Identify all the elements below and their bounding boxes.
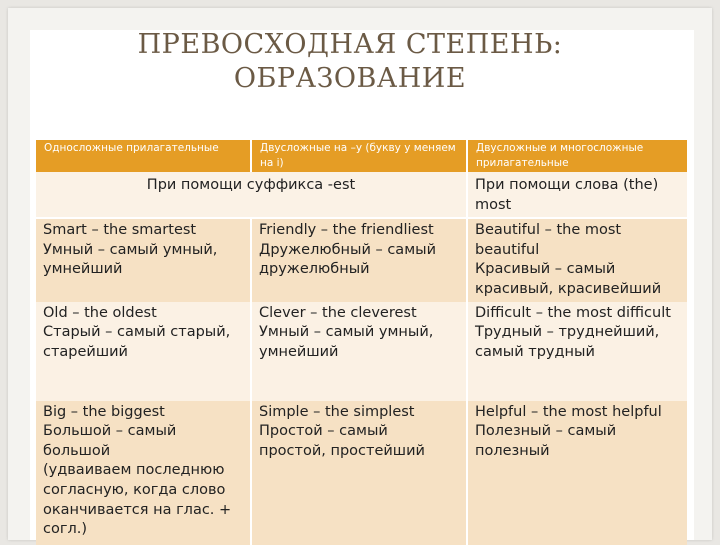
- cell-russian: Красивый – самый красивый, красивейший: [475, 261, 662, 297]
- cell-russian: Полезный – самый полезный: [475, 423, 617, 459]
- cell-russian: Умный – самый умный, умнейший: [259, 324, 434, 360]
- cell-english: Beautiful – the most beautiful: [475, 222, 622, 258]
- table-cell: [36, 218, 251, 301]
- cell-russian: Дружелюбный – самый дружелюбный: [259, 241, 437, 278]
- header-one-syllable: Односложные прилагательные: [36, 140, 251, 172]
- table-header-row: [36, 140, 687, 172]
- title-line-2: ОБРАЗОВАНИЕ: [233, 63, 467, 94]
- table-cell: [36, 401, 251, 545]
- cell-russian: Простой – самый простой, простейший: [259, 423, 425, 459]
- table-cell: [467, 218, 687, 301]
- cell-note: (удваиваем последнюю согласную, когда слово оканчивается на глас. + согл.): [43, 462, 232, 538]
- method-row: [36, 172, 687, 218]
- method-suffix-cell: При помощи суффикса -est: [36, 172, 467, 218]
- header-two-syllable-y: Двусложные на –y (букву y меняем на i): [251, 140, 467, 172]
- cell-english: Old – the oldest: [43, 304, 157, 321]
- cell-english: Helpful – the most helpful: [475, 403, 662, 420]
- slide-title: [100, 28, 600, 96]
- table-cell: [467, 401, 687, 545]
- header-multi-syllable: Двусложные и многосложные прилагательные: [467, 140, 687, 172]
- table-cell: [251, 218, 467, 301]
- cell-english: Simple – the simplest: [259, 403, 415, 420]
- cell-english: Friendly – the friendliest: [259, 222, 434, 239]
- table-cell: [467, 302, 687, 401]
- cell-russian: Большой – самый большой: [43, 423, 177, 459]
- cell-russian: Трудный – труднейший, самый трудный: [475, 324, 660, 360]
- table-cell: [36, 302, 251, 401]
- table-cell: [251, 401, 467, 545]
- table-row: [36, 302, 687, 401]
- cell-english: Big – the biggest: [43, 403, 165, 420]
- table-cell: [251, 302, 467, 401]
- table-row: [36, 401, 687, 545]
- cell-russian: Старый – самый старый, старейший: [43, 324, 231, 360]
- cell-russian: Умный – самый умный, умнейший: [43, 241, 218, 278]
- comparison-table: [36, 140, 687, 545]
- cell-english: Difficult – the most difficult: [475, 304, 671, 321]
- title-line-1: ПРЕВОСХОДНАЯ СТЕПЕНЬ:: [137, 29, 563, 60]
- method-most-cell: При помощи слова (the) most: [467, 172, 687, 218]
- table-row: [36, 218, 687, 301]
- cell-english: Clever – the cleverest: [259, 304, 417, 321]
- cell-english: Smart – the smartest: [43, 222, 197, 239]
